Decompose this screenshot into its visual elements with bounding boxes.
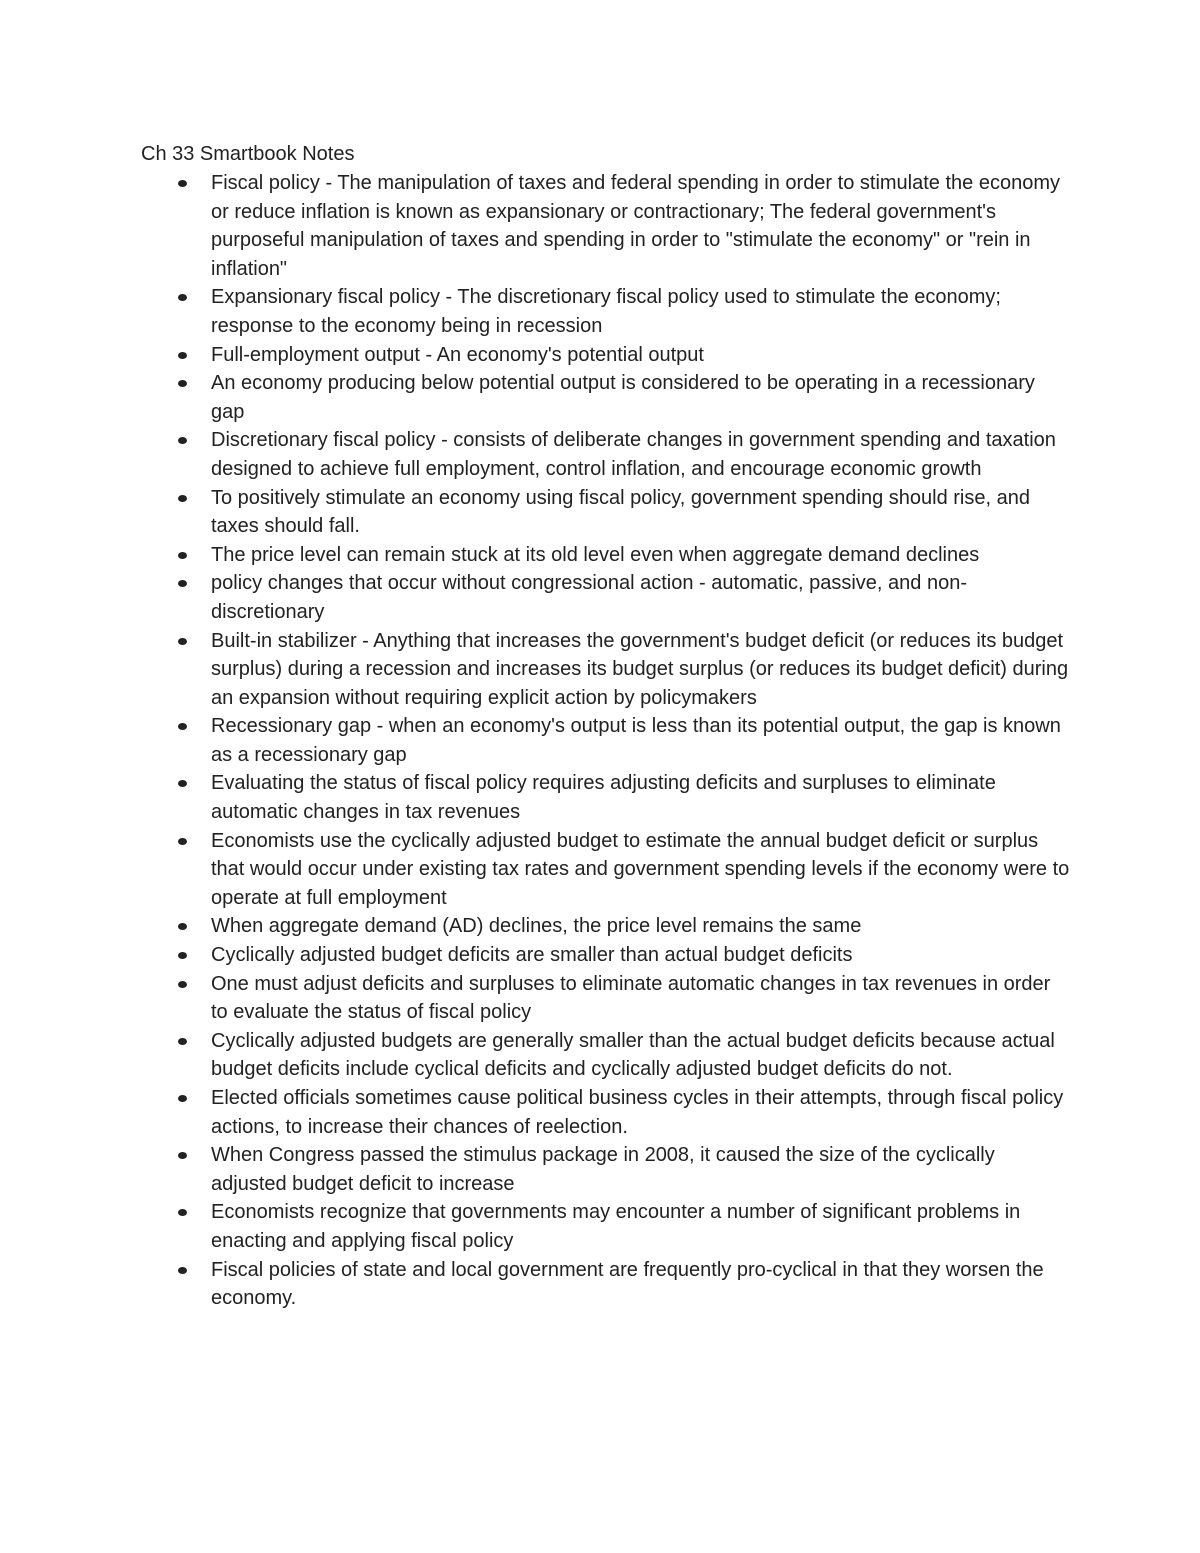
notes-list — [0, 169, 1200, 1313]
list-item — [0, 712, 1071, 769]
list-item — [0, 341, 1071, 370]
list-item — [0, 941, 1071, 970]
bullet-icon — [178, 580, 187, 587]
bullet-icon — [178, 1038, 187, 1045]
list-item-text: One must adjust deficits and surpluses to eliminate automatic changes in tax revenues in order to evaluate the status of fiscal policy — [211, 972, 1051, 1024]
list-item-text: Evaluating the status of fiscal policy requires adjusting deficits and surpluses to eliminate automatic changes in tax revenues — [211, 772, 996, 824]
bullet-icon — [178, 638, 187, 645]
list-item — [0, 1198, 1071, 1255]
bullet-icon — [178, 723, 187, 730]
bullet-icon — [178, 294, 187, 301]
list-item — [0, 1084, 1071, 1141]
list-item — [0, 970, 1071, 1027]
bullet-icon — [178, 495, 187, 502]
list-item-text: An economy producing below potential output is considered to be operating in a recessionary gap — [211, 372, 1035, 423]
list-item-text: Fiscal policies of state and local government are frequently pro-cyclical in that they worsen the economy. — [211, 1258, 1044, 1310]
bullet-icon — [178, 380, 187, 387]
bullet-icon — [178, 780, 187, 787]
bullet-icon — [178, 838, 187, 845]
list-item-text: Recessionary gap - when an economy's output is less than its potential output, the gap is known as a recessionary gap — [211, 715, 1061, 766]
bullet-icon — [178, 981, 187, 988]
list-item-text: When Congress passed the stimulus package in 2008, it caused the size of the cyclically adjusted budget deficit to increase — [211, 1144, 995, 1195]
list-item-text: Full-employment output - An economy's potential output — [211, 343, 704, 366]
list-item-text: Elected officials sometimes cause political business cycles in their attempts, through fiscal policy actions, to increase their chances of reelection. — [211, 1087, 1064, 1138]
list-item — [0, 541, 1071, 570]
bullet-icon — [178, 923, 187, 930]
bullet-icon — [178, 552, 187, 559]
list-item — [0, 169, 1071, 283]
list-item-text: The price level can remain stuck at its old level even when aggregate demand declines — [211, 543, 980, 566]
list-item-text: Fiscal policy - The manipulation of taxes and federal spending in order to stimulate the economy or reduce inflation is known as expansionary or contractionary; The federal government's purposeful manipulation of taxes and spending in order to "stimulate the economy" or "rein in inflation" — [211, 172, 1060, 280]
bullet-icon — [178, 1209, 187, 1216]
list-item-text: Economists use the cyclically adjusted budget to estimate the annual budget deficit or surplus that would occur under existing tax rates and government spending levels if the economy were to operate at full employment — [211, 829, 1070, 909]
list-item — [0, 627, 1071, 713]
list-item — [0, 1256, 1071, 1313]
document-title: Ch 33 Smartbook Notes — [141, 143, 355, 165]
list-item — [0, 827, 1071, 913]
list-item — [0, 912, 1071, 941]
list-item-text: Cyclically adjusted budget deficits are smaller than actual budget deficits — [211, 944, 853, 967]
list-item — [0, 1027, 1071, 1084]
list-item — [0, 426, 1071, 483]
list-item-text: Built-in stabilizer - Anything that increases the government's budget deficit (or reduces its budget surplus) during a recession and increases its budget surplus (or reduces its budget deficit) during an expansion without requiring explicit action by policymakers — [211, 629, 1069, 709]
list-item-text: Discretionary fiscal policy - consists of deliberate changes in government spending and taxation designed to achieve full employment, control inflation, and encourage economic growth — [211, 429, 1056, 480]
list-item — [0, 569, 1071, 626]
bullet-icon — [178, 437, 187, 444]
bullet-icon — [178, 1152, 187, 1159]
bullet-icon — [178, 352, 187, 359]
list-item-text: When aggregate demand (AD) declines, the price level remains the same — [211, 915, 862, 938]
list-item — [0, 369, 1071, 426]
bullet-icon — [178, 180, 187, 187]
list-item-text: policy changes that occur without congressional action - automatic, passive, and non-discretionary — [211, 572, 967, 623]
list-item — [0, 283, 1071, 340]
list-item-text: Expansionary fiscal policy - The discretionary fiscal policy used to stimulate the economy; response to the economy being in recession — [211, 286, 1001, 337]
list-item-text: Cyclically adjusted budgets are generally smaller than the actual budget deficits because actual budget deficits include cyclical deficits and cyclically adjusted budget deficits do not. — [211, 1029, 1055, 1081]
list-item — [0, 484, 1071, 541]
list-item-text: Economists recognize that governments may encounter a number of significant problems in enacting and applying fiscal policy — [211, 1201, 1021, 1252]
list-item-text: To positively stimulate an economy using fiscal policy, government spending should rise, and taxes should fall. — [211, 486, 1030, 538]
list-item — [0, 1141, 1071, 1198]
bullet-icon — [178, 952, 187, 959]
bullet-icon — [178, 1095, 187, 1102]
bullet-icon — [178, 1267, 187, 1274]
list-item — [0, 769, 1071, 826]
